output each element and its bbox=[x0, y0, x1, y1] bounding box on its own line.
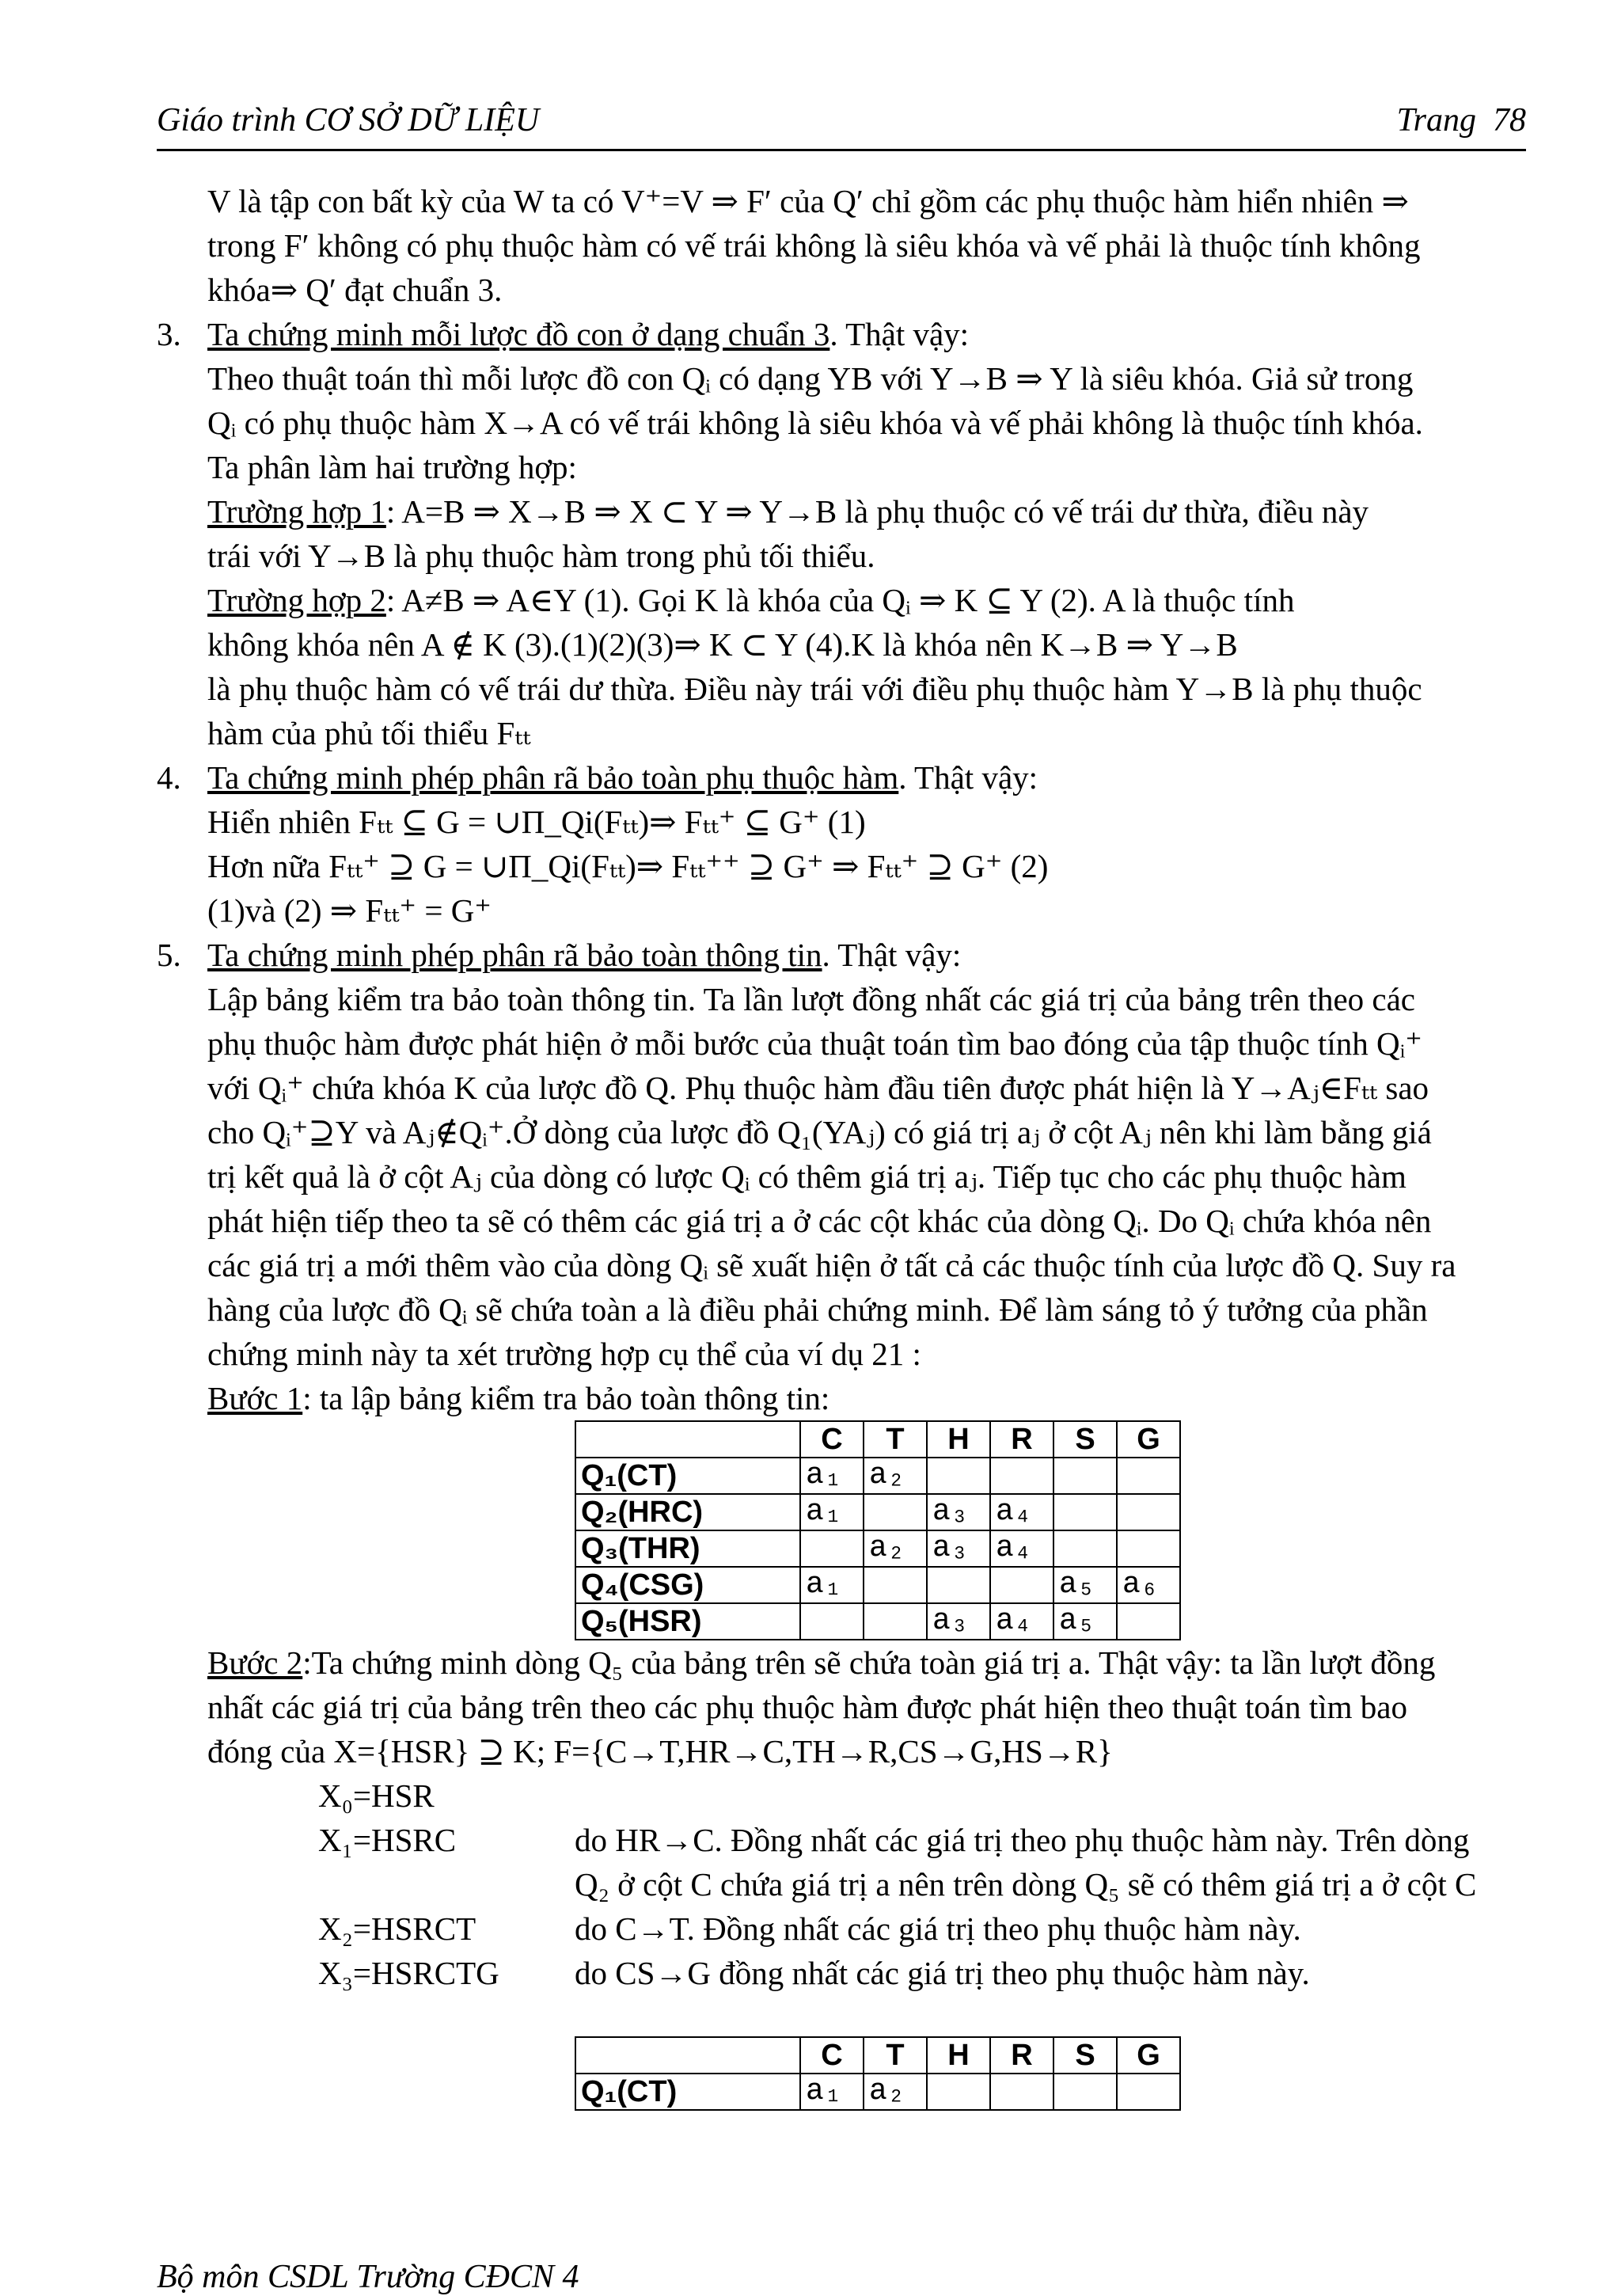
item-title: Ta chứng minh phép phân rã bảo toàn thông tin bbox=[207, 937, 822, 973]
list-item-5: 5. Ta chứng minh phép phân rã bảo toàn thông tin. Thật vậy: Lập bảng kiểm tra bảo toàn thông tin. Ta lần lượt đồng nhất các giá trị của bảng trên theo các phụ thuộc hàm được phát hiện ở mỗi bước của thuật toán tìm bao đóng của tập thuộc tính Qᵢ⁺ với Qᵢ⁺ chứa khóa K của lược đồ Q. Phụ thuộc hàm đầu tiên được phát hiện là Y→Aⱼ∈Fₜₜ sao cho Qᵢ⁺⊇Y và Aⱼ∉Qᵢ⁺.Ở dòng của lược đồ Q₁(YAⱼ) có giá trị aⱼ ở cột Aⱼ nên khi làm bằng giá trị kết quả là ở cột Aⱼ của dòng có lược Qᵢ có thêm giá trị aⱼ. Tiếp tục cho các phụ thuộc hàm phát hiện tiếp theo ta sẽ có thêm các giá trị a ở các cột khác của dòng Qᵢ. Do Qᵢ chứa khóa nên các giá trị a mới thêm vào của dòng Qᵢ sẽ xuất hiện ở tất cả các thuộc tính của lược đồ Q. Suy ra hàng của lược đồ Qᵢ sẽ chứa toàn a là điều phải chứng minh. Để làm sáng tỏ ý tưởng của phần chứng minh này ta xét trường hợp cụ thể của ví dụ 21 : bbox=[157, 933, 1526, 1376]
row-label: Q₁(CT) bbox=[575, 2074, 800, 2110]
table-cell bbox=[864, 1567, 927, 1603]
text-line: trị kết quả là ở cột Aⱼ của dòng có lược Qᵢ có thêm giá trị aⱼ. Tiếp tục cho các phụ thuộc hàm bbox=[207, 1158, 1407, 1195]
text-line: với Qᵢ⁺ chứa khóa K của lược đồ Q. Phụ thuộc hàm đầu tiên được phát hiện là Y→Aⱼ∈Fₜₜ sao bbox=[207, 1070, 1429, 1106]
table-header-row bbox=[575, 1421, 1180, 1458]
table-cell bbox=[927, 1458, 990, 1494]
formula-line: (1)và (2) ⇒ Fₜₜ⁺ = G⁺ bbox=[207, 892, 492, 929]
closure-row bbox=[157, 1951, 1526, 1995]
closure-x: X₀=HSR bbox=[318, 1777, 435, 1814]
case-label: Trường hợp 2 bbox=[207, 582, 386, 618]
row-label: Q₅(HSR) bbox=[575, 1603, 800, 1640]
table-row bbox=[575, 1603, 1180, 1640]
table-cell: a₆ bbox=[1117, 1567, 1180, 1603]
table-cell: a₁ bbox=[800, 1494, 864, 1530]
table-row bbox=[575, 1458, 1180, 1494]
table-cell bbox=[1053, 2074, 1117, 2110]
page-number: Trang 78 bbox=[1396, 102, 1526, 139]
text-line: hàm của phủ tối thiểu Fₜₜ bbox=[207, 715, 531, 751]
row-label: Q₄(CSG) bbox=[575, 1567, 800, 1603]
page-footer: Bộ môn CSDL Trường CĐCN 4 bbox=[157, 2259, 579, 2295]
text-line: hàng của lược đồ Qᵢ sẽ chứa toàn a là điều phải chứng minh. Để làm sáng tỏ ý tưởng của phần bbox=[207, 1291, 1428, 1328]
step2: Bước 2:Ta chứng minh dòng Q₅ của bảng trên sẽ chứa toàn giá trị a. Thật vậy: ta lần lượt đồng nhất các giá trị của bảng trên theo các phụ thuộc hàm được phát hiện theo thuật toán tìm bao đóng của X={HSR} ⊇ K; F={C→T,HR→C,TH→R,CS→G,HS→R} bbox=[157, 1640, 1526, 1773]
closure-desc: do CS→G đồng nhất các giá trị theo phụ thuộc hàm này. bbox=[575, 1955, 1310, 1991]
step-label: Bước 1 bbox=[207, 1380, 303, 1416]
item-title: Ta chứng minh mỗi lược đồ con ở dạng chuẩn 3 bbox=[207, 316, 830, 352]
text-line: chứng minh này ta xét trường hợp cụ thể của ví dụ 21 : bbox=[207, 1336, 921, 1372]
table-cell bbox=[990, 1458, 1053, 1494]
table-cell bbox=[1117, 1603, 1180, 1640]
row-label: Q₃(THR) bbox=[575, 1530, 800, 1567]
row-label: Q₁(CT) bbox=[575, 1458, 800, 1494]
text-line: Qᵢ có phụ thuộc hàm X→A có vế trái không là siêu khóa và vế phải không là thuộc tính khóa. bbox=[207, 405, 1423, 441]
table-row bbox=[575, 1567, 1180, 1603]
column-header: G bbox=[1117, 1421, 1180, 1458]
item-number: 5. bbox=[157, 937, 181, 973]
table-row bbox=[575, 1494, 1180, 1530]
list-item-3: 3. Ta chứng minh mỗi lược đồ con ở dạng chuẩn 3. Thật vậy: Theo thuật toán thì mỗi lược đồ con Qᵢ có dạng YB với Y→B ⇒ Y là siêu khóa. Giả sử trong Qᵢ có phụ thuộc hàm X→A có vế trái không là siêu khóa và vế phải không là thuộc tính khóa. Ta phân làm hai trường hợp: Trường hợp 1: A=B ⇒ X→B ⇒ X ⊂ Y ⇒ Y→B là phụ thuộc có vế trái dư thừa, điều này trái với Y→B là phụ thuộc hàm trong phủ tối thiểu. Trường hợp 2: A≠B ⇒ A∈Y (1). Gọi K là khóa của Qᵢ ⇒ K ⊆ Y (2). A là thuộc tính không khóa nên A ∉ K (3).(1)(2)(3)⇒ K ⊂ Y (4).K là khóa nên K→B ⇒ Y→B là phụ thuộc hàm có vế trái dư thừa. Điều này trái với điều phụ thuộc hàm Y→B là phụ thuộc hàm của phủ tối thiểu Fₜₜ bbox=[157, 312, 1526, 755]
table-cell: a₁ bbox=[800, 2074, 864, 2110]
table-cell bbox=[1117, 1458, 1180, 1494]
text-line: các giá trị a mới thêm vào của dòng Qᵢ sẽ xuất hiện ở tất cả các thuộc tính của lược đồ Q. Suy ra bbox=[207, 1247, 1456, 1283]
column-header: C bbox=[800, 1421, 864, 1458]
text-line: phụ thuộc hàm được phát hiện ở mỗi bước của thuật toán tìm bao đóng của tập thuộc tính Qᵢ⁺ bbox=[207, 1025, 1422, 1062]
column-header: R bbox=[990, 2037, 1053, 2074]
table-header-row bbox=[575, 2037, 1180, 2074]
table-row bbox=[575, 1530, 1180, 1567]
column-header: C bbox=[800, 2037, 864, 2074]
table-cell: a₂ bbox=[864, 1458, 927, 1494]
closure-desc: do HR→C. Đồng nhất các giá trị theo phụ thuộc hàm này. Trên dòng Q₂ ở cột C chứa giá trị a nên trên dòng Q₅ sẽ có thêm giá trị a ở cột C bbox=[575, 1822, 1477, 1903]
table-cell: a₃ bbox=[927, 1603, 990, 1640]
closure-x: X₃=HSRCTG bbox=[318, 1955, 499, 1991]
table-cell bbox=[990, 1567, 1053, 1603]
text-line: Ta phân làm hai trường hợp: bbox=[207, 449, 577, 485]
column-header: G bbox=[1117, 2037, 1180, 2074]
table-cell: a₁ bbox=[800, 1458, 864, 1494]
text-line: phát hiện tiếp theo ta sẽ có thêm các giá trị a ở các cột khác của dòng Qᵢ. Do Qᵢ chứa khóa nên bbox=[207, 1203, 1432, 1239]
item-number: 3. bbox=[157, 316, 181, 352]
text-line: trong F′ không có phụ thuộc hàm có vế trái không là siêu khóa và vế phải là thuộc tính không bbox=[207, 227, 1421, 264]
column-header: T bbox=[864, 1421, 927, 1458]
table-cell bbox=[1117, 1530, 1180, 1567]
table-cell: a₄ bbox=[990, 1494, 1053, 1530]
case-label: Trường hợp 1 bbox=[207, 493, 386, 530]
info-check-table-2 bbox=[575, 2036, 1181, 2111]
table-row bbox=[575, 2074, 1180, 2110]
item-number: 4. bbox=[157, 759, 181, 796]
table-cell: a₃ bbox=[927, 1530, 990, 1567]
item-title: Ta chứng minh phép phân rã bảo toàn phụ thuộc hàm bbox=[207, 759, 899, 796]
table-cell: a₄ bbox=[990, 1603, 1053, 1640]
table-cell: a₄ bbox=[990, 1530, 1053, 1567]
table-cell bbox=[990, 2074, 1053, 2110]
text-line: nhất các giá trị của bảng trên theo các phụ thuộc hàm được phát hiện theo thuật toán tìm bao bbox=[207, 1689, 1407, 1725]
table-cell bbox=[864, 1494, 927, 1530]
page-header bbox=[157, 101, 1526, 151]
closure-steps bbox=[157, 1773, 1526, 1995]
text-line: khóa⇒ Q′ đạt chuẩn 3. bbox=[207, 272, 503, 308]
table-cell: a₅ bbox=[1053, 1567, 1117, 1603]
text-line: V là tập con bất kỳ của W ta có V⁺=V ⇒ F′ của Q′ chỉ gồm các phụ thuộc hàm hiển nhiên ⇒ bbox=[207, 183, 1409, 219]
table-cell: a₁ bbox=[800, 1567, 864, 1603]
list-item-4: 4. Ta chứng minh phép phân rã bảo toàn phụ thuộc hàm. Thật vậy: Hiển nhiên Fₜₜ ⊆ G = ∪Π_Qi(Fₜₜ)⇒ Fₜₜ⁺ ⊆ G⁺ (1) Hơn nữa Fₜₜ⁺ ⊇ G = ∪Π_Qi(Fₜₜ)⇒ Fₜₜ⁺⁺ ⊇ G⁺ ⇒ Fₜₜ⁺ ⊇ G⁺ (2) (1)và (2) ⇒ Fₜₜ⁺ = G⁺ bbox=[157, 755, 1526, 933]
table-cell bbox=[1053, 1458, 1117, 1494]
text-line: Lập bảng kiểm tra bảo toàn thông tin. Ta lần lượt đồng nhất các giá trị của bảng trên theo các bbox=[207, 981, 1416, 1017]
column-header: T bbox=[864, 2037, 927, 2074]
text-line: Theo thuật toán thì mỗi lược đồ con Qᵢ có dạng YB với Y→B ⇒ Y là siêu khóa. Giả sử trong bbox=[207, 360, 1414, 397]
column-header: S bbox=[1053, 1421, 1117, 1458]
table-cell bbox=[800, 1530, 864, 1567]
text-line: đóng của X={HSR} ⊇ K; F={C→T,HR→C,TH→R,CS→G,HS→R} bbox=[207, 1733, 1113, 1770]
column-header: R bbox=[990, 1421, 1053, 1458]
column-header: H bbox=[927, 1421, 990, 1458]
table-cell: a₃ bbox=[927, 1494, 990, 1530]
table-cell bbox=[1117, 1494, 1180, 1530]
step-label: Bước 2 bbox=[207, 1644, 303, 1681]
book-title: Giáo trình CƠ SỞ DỮ LIỆU bbox=[157, 102, 540, 139]
table-cell: a₂ bbox=[864, 1530, 927, 1567]
para-continuation bbox=[157, 179, 1526, 312]
formula-line: Hiển nhiên Fₜₜ ⊆ G = ∪Π_Qi(Fₜₜ)⇒ Fₜₜ⁺ ⊆ G⁺ (1) bbox=[207, 804, 866, 840]
table-cell bbox=[864, 1603, 927, 1640]
table-cell: a₅ bbox=[1053, 1603, 1117, 1640]
formula-line: Hơn nữa Fₜₜ⁺ ⊇ G = ∪Π_Qi(Fₜₜ)⇒ Fₜₜ⁺⁺ ⊇ G⁺ ⇒ Fₜₜ⁺ ⊇ G⁺ (2) bbox=[207, 848, 1049, 884]
closure-row bbox=[157, 1906, 1526, 1951]
table-cell bbox=[927, 1567, 990, 1603]
text-line: là phụ thuộc hàm có vế trái dư thừa. Điều này trái với điều phụ thuộc hàm Y→B là phụ thuộc bbox=[207, 671, 1422, 707]
closure-row bbox=[157, 1818, 1526, 1906]
info-check-table bbox=[575, 1420, 1181, 1640]
closure-row bbox=[157, 1773, 1526, 1818]
closure-x: X₂=HSRCT bbox=[318, 1910, 476, 1947]
step1: Bước 1: ta lập bảng kiểm tra bảo toàn thông tin: bbox=[207, 1380, 830, 1416]
text-line: trái với Y→B là phụ thuộc hàm trong phủ tối thiểu. bbox=[207, 538, 875, 574]
page-content bbox=[157, 179, 1526, 2111]
text-line: cho Qᵢ⁺⊇Y và Aⱼ∉Qᵢ⁺.Ở dòng của lược đồ Q₁(YAⱼ) có giá trị aⱼ ở cột Aⱼ nên khi làm bằng giá bbox=[207, 1114, 1432, 1150]
column-header: S bbox=[1053, 2037, 1117, 2074]
table-cell bbox=[1053, 1530, 1117, 1567]
row-label: Q₂(HRC) bbox=[575, 1494, 800, 1530]
table-cell: a₂ bbox=[864, 2074, 927, 2110]
closure-x: X₁=HSRC bbox=[318, 1822, 457, 1858]
table-cell bbox=[1053, 1494, 1117, 1530]
text-line: không khóa nên A ∉ K (3).(1)(2)(3)⇒ K ⊂ Y (4).K là khóa nên K→B ⇒ Y→B bbox=[207, 626, 1238, 663]
column-header: H bbox=[927, 2037, 990, 2074]
table-cell bbox=[1117, 2074, 1180, 2110]
table-cell bbox=[927, 2074, 990, 2110]
table-cell bbox=[800, 1603, 864, 1640]
closure-desc: do C→T. Đồng nhất các giá trị theo phụ thuộc hàm này. bbox=[575, 1910, 1301, 1947]
